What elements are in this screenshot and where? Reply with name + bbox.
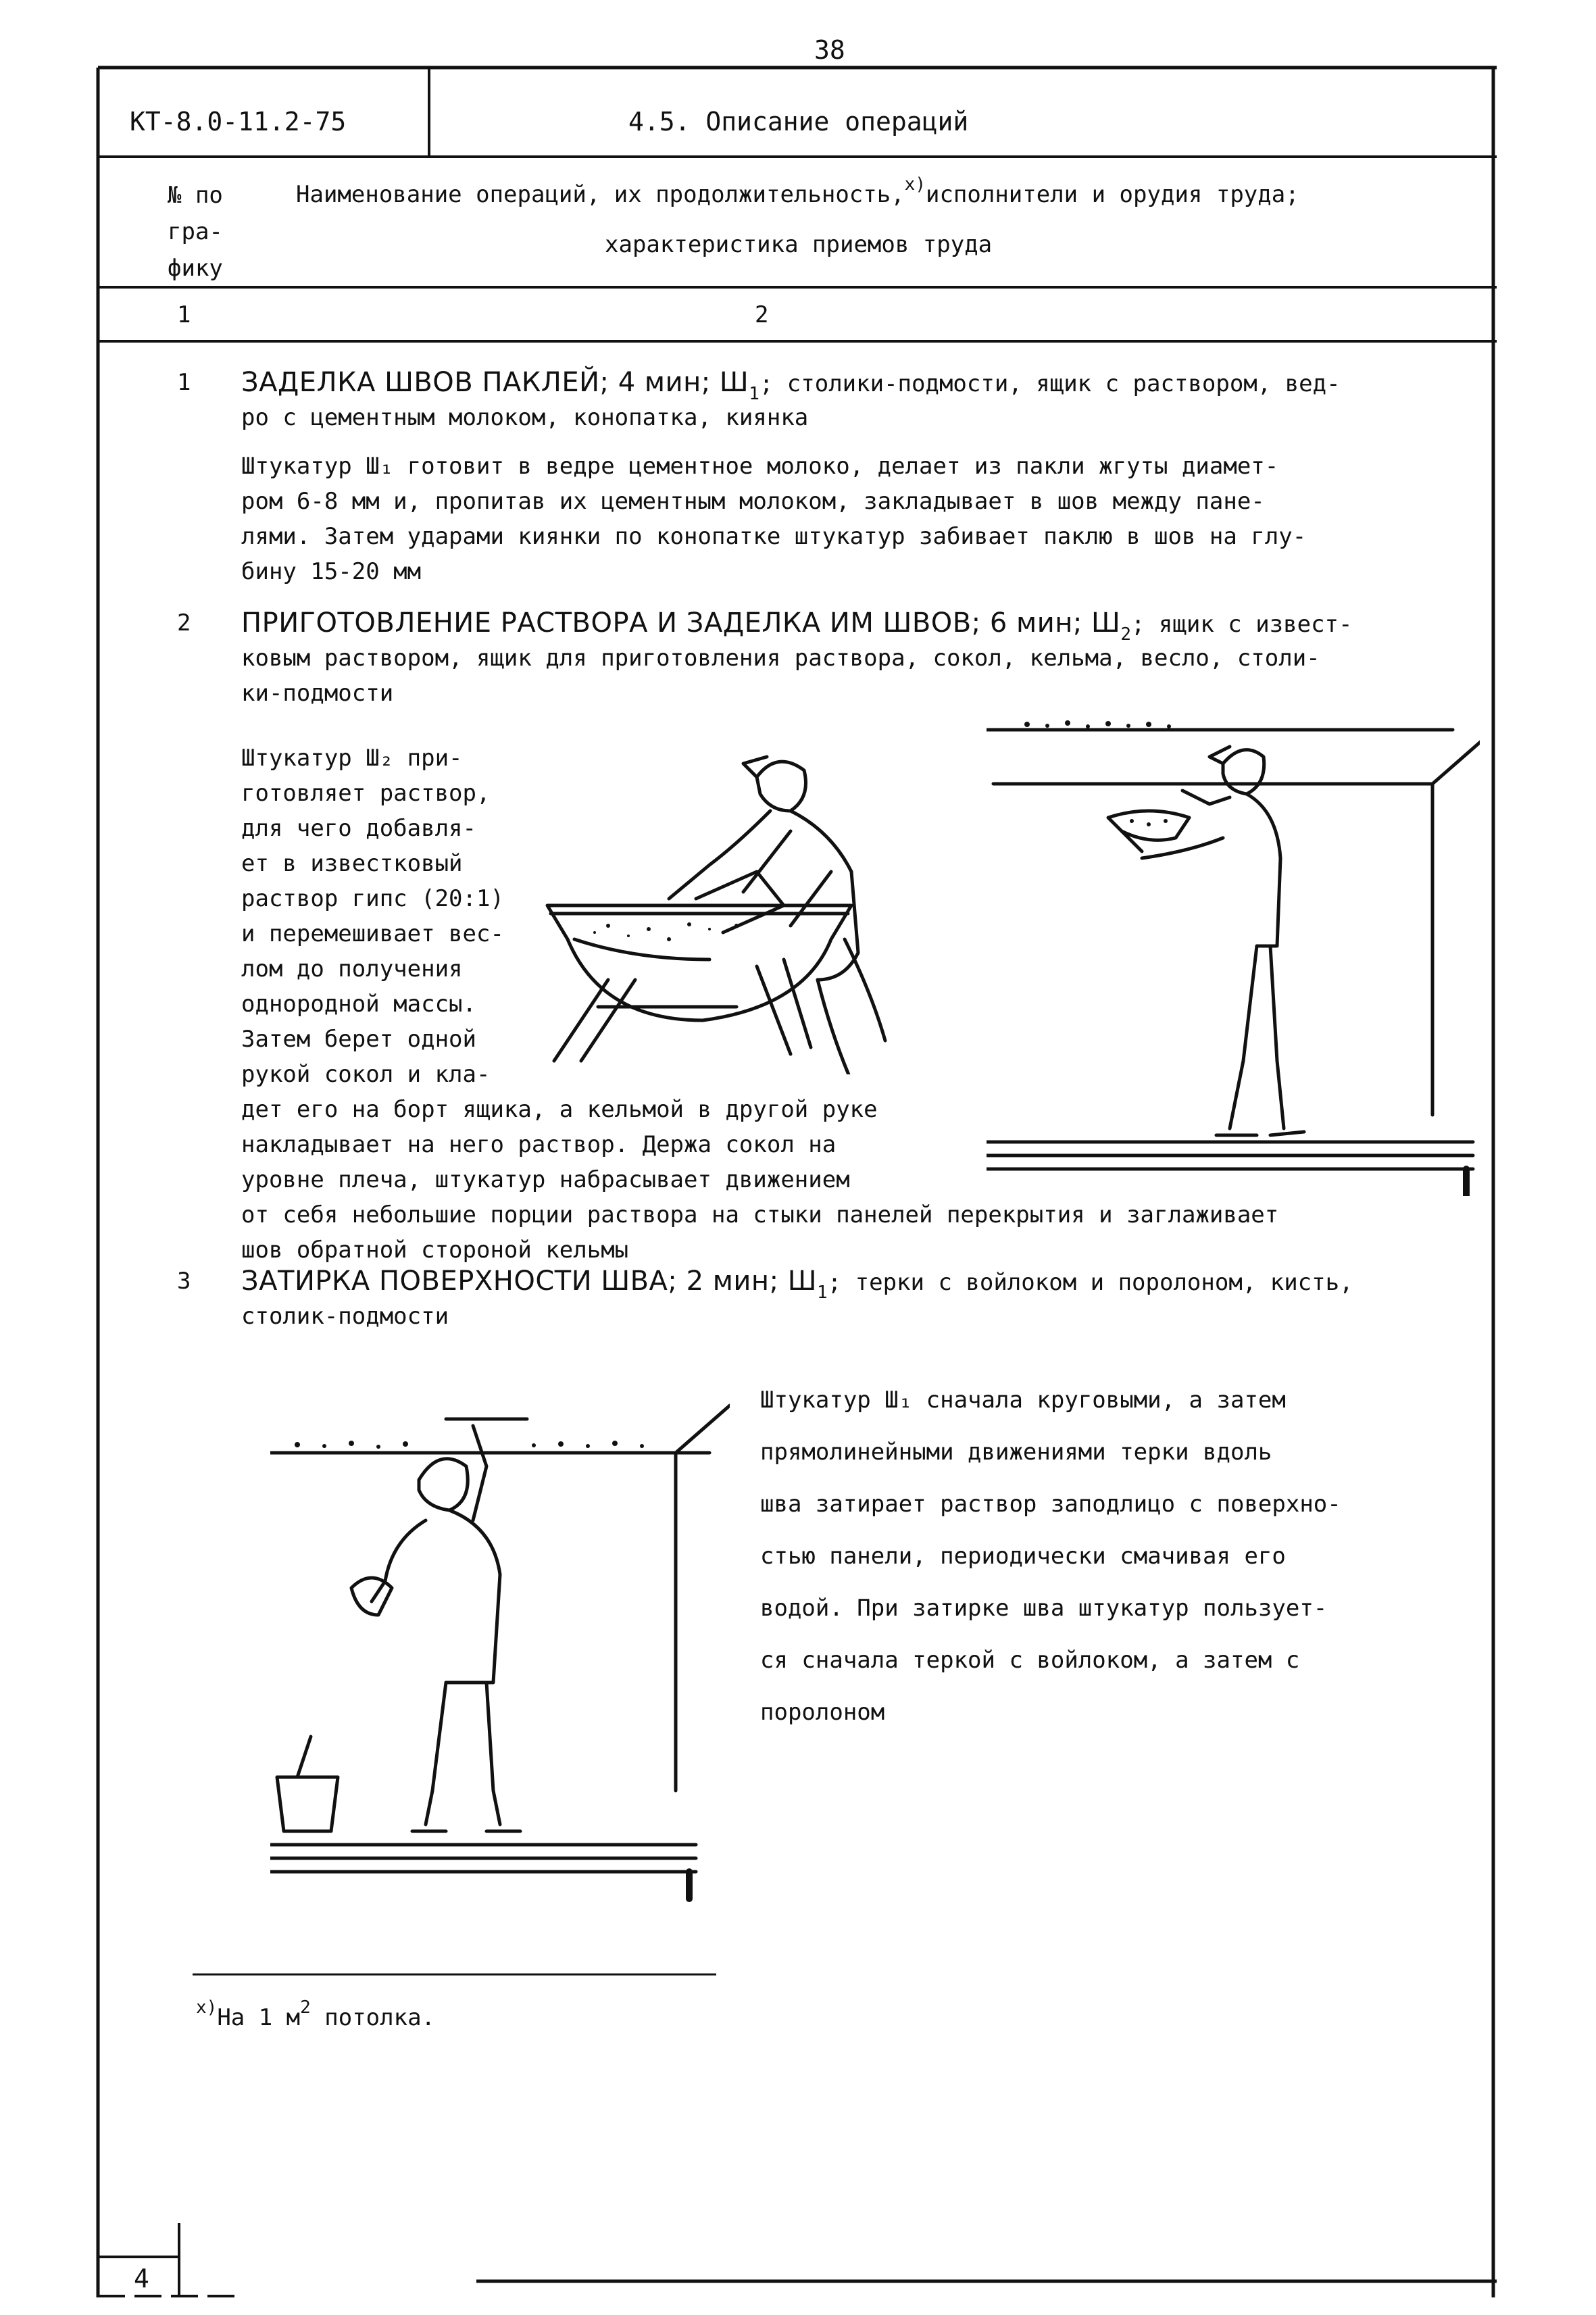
operation-description: Штукатур Ш₁ готовит в ведре цементное молоко, делает из пакли жгуты диамет- ром 6-8 мм и, пропитав их цементным молоком, закладывает в шов между пане- лями. Затем ударами киянки по конопатке штукатур забивает паклю в шов на глу- бину 15-20 мм xyxy=(241,453,1307,585)
operation-description: Штукатур Ш₁ сначала круговыми, а затем прямолинейными движениями терки вдоль шва затирает раствор заподлицо с поверхно- стью панели, периодически смачивая его водой. При затирке шва штукатур пользует- ся сначала теркой с войлоком, а затем с поролоном xyxy=(760,1387,1341,1726)
section-title: 4.5. Описание операций xyxy=(628,107,969,136)
operation-title-line3: ки-подмости xyxy=(241,680,394,707)
operation-description: Штукатур Ш₂ при- готовляет раствор, для чего добавля- ет в известковый раствор гипс (20:1) и перемешивает вес- лом до получения однородной массы. Затем берет одной рукой сокол и кла- дет его на борт ящика, а кельмой в другой руке накладывает на него раствор. Держа сокол на уровне плеча, штукатур набрасывает движением от себя небольшие порции раствора на стыки панелей перекрытия и заглаживает шов обратной стороной кельмы xyxy=(241,745,1279,1264)
operation-title: ЗАТИРКА ПОВЕРХНОСТИ ШВА; 2 мин; $Ш_1$; терки с войлоком и поролоном, кисть, xyxy=(241,1266,1353,1303)
footnote: $^{x)}$На 1 $м^2$ потолка. xyxy=(196,1997,436,2031)
corner-page-number: 4 xyxy=(134,2264,149,2293)
column-number-2: 2 xyxy=(755,301,769,328)
operation-title-line2: ро с цементным молоком, конопатка, киянка xyxy=(241,404,809,431)
operation-title: ЗАДЕЛКА ШВОВ ПАКЛЕЙ; 4 мин; $Ш_1$; столики-подмости, ящик с раствором, вед- xyxy=(241,367,1341,404)
doc-code: КТ-8.0-11.2-75 xyxy=(130,107,347,136)
mixing-mortar-illustration xyxy=(534,737,939,1074)
operation-title-line2: ковым раствором, ящик для приготовления раствора, сокол, кельма, весло, столи- xyxy=(241,645,1320,672)
column-header-number: № по гра- фику xyxy=(168,182,223,282)
column-header-description-line2: характеристика приемов труда xyxy=(605,231,993,258)
operation-number: 2 xyxy=(177,609,191,637)
rubbing-seam-illustration xyxy=(270,1385,730,1926)
operation-number: 1 xyxy=(177,369,191,396)
column-number-1: 1 xyxy=(177,301,191,328)
operation-number: 3 xyxy=(177,1268,191,1295)
column-header-description: Наименование операций, их продолжительность,$^{x)}$исполнители и орудия труда; xyxy=(296,174,1299,208)
page-number: 38 xyxy=(814,35,845,65)
operation-title: ПРИГОТОВЛЕНИЕ РАСТВОРА И ЗАДЕЛКА ИМ ШВОВ; 6 мин; $Ш_2$; ящик с извест- xyxy=(241,607,1353,645)
applying-mortar-illustration xyxy=(987,710,1480,1196)
operation-title-line2: столик-подмости xyxy=(241,1303,449,1330)
